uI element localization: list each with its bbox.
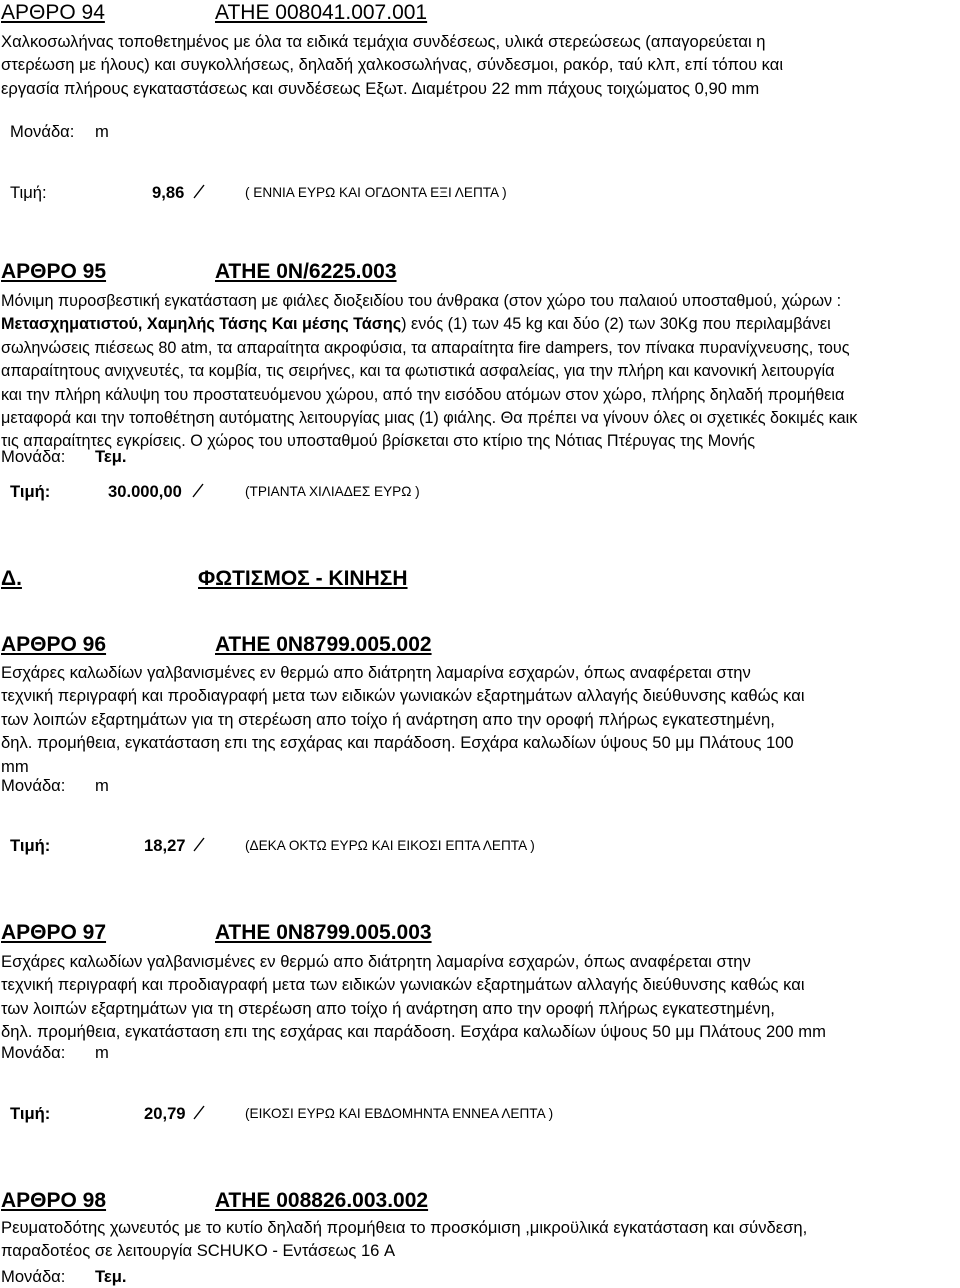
article-96-code: ΑΤΗΕ 0Ν8799.005.002 <box>215 633 432 656</box>
article-97-price-value: 20,79 <box>144 1104 186 1123</box>
article-97-price-words: (ΕΙΚΟΣΙ ΕΥΡΩ ΚΑΙ ΕΒΔΟΜΗΝΤΑ ΕΝΝΕΑ ΛΕΠΤΑ ) <box>245 1106 554 1121</box>
description-line: Χαλκοσωλήνας τοποθετημένος με όλα τα ειδικά τεμάχια συνδέσεως, υλικά στερεώσεως (απαγορεύεται η <box>1 32 766 51</box>
description-line: δηλ. προμήθεια, εγκατάσταση επι της εσχάρας και παράδοση. Εσχάρα καλωδίων ύψους 50 μμ Πλάτους 100 <box>1 733 794 753</box>
article-97-unit-value: m <box>95 1043 109 1062</box>
description-line: τις απαραίτητες εγκρίσεις. Ο χώρος του υποσταθμού βρίσκεται στο κτίριο της Νότιας Πτέρυγας της Μονής <box>1 432 756 451</box>
description-line: των λοιπών εξαρτημάτων για τη στερέωση απο τοίχο ή ανάρτηση απο την οροφή πλήρως εγκατεστημένη, <box>1 998 775 1018</box>
article-96-price-value: 18,27 <box>144 836 186 855</box>
article-95-code: ΑΤΗΕ 0Ν/6225.003 <box>215 260 397 283</box>
article-94-unit-label: Μονάδα: <box>10 122 75 141</box>
article-98-unit-value: Τεμ. <box>95 1267 127 1286</box>
article-96-price-label: Τιμή: <box>10 836 51 855</box>
euro-icon <box>192 1105 206 1121</box>
description-line: μεταφορά και την τοποθέτηση αυτόματης λειτουργίας μιας (1) φιάλης. Θα πρέπει να γίνουν όλες οι σχετικές δοκιμές κaικ <box>1 409 858 428</box>
article-94-price-label: Τιμή: <box>10 183 47 202</box>
article-95-price-label: Τιμή: <box>10 482 51 501</box>
description-line: των λοιπών εξαρτημάτων για τη στερέωση απο τοίχο ή ανάρτηση απο την οροφή πλήρως εγκατεστημένη, <box>1 709 775 729</box>
article-98-code: ΑΤΗΕ 008826.003.002 <box>215 1189 429 1212</box>
article-94-price-value: 9,86 <box>152 183 185 202</box>
description-line: σωληνώσεις πιέσεως 80 atm, τα απαραίτητα ακροφύσια, τα απαραίτητα fire dampers, τον πίνακα πυρανίχνευσης, τους <box>1 338 850 357</box>
description-line: παραδοτέος σε λειτουργία SCHUKO - Εντάσεως 16 A <box>1 1241 396 1261</box>
article-97-number: ΑΡΘΡΟ 97 <box>1 921 107 944</box>
article-95-unit-label: Μονάδα: <box>1 447 66 466</box>
description-line: Εσχάρες καλωδίων γαλβανισμένες εν θερμώ απο διάτρητη λαμαρίνα εσχαρών, όπως αναφέρεται στην <box>1 952 751 971</box>
article-97-unit-label: Μονάδα: <box>1 1043 66 1062</box>
description-line: εργασία πλήρους εγκαταστάσεως και συνδέσεως Εξωτ. Διαμέτρου 22 mm πάχους τοιχώματος 0,90 mm <box>1 78 760 98</box>
section-letter: Δ. <box>1 567 22 590</box>
description-line: απαραίτητους ανιχνευτές, τα κομβία, τις σειρήνες, και τα φωτιστικά ασφαλείας, για την πλήρη και κανονική λειτουργία <box>1 362 835 381</box>
description-line: τεχνική περιγραφή και προδιαγραφή μετα των ειδικών γωνιακών εξαρτημάτων αλλαγής διεύθυνσης καθώς και <box>1 686 805 706</box>
description-line: δηλ. προμήθεια, εγκατάσταση επι της εσχάρας και παράδοση. Εσχάρα καλωδίων ύψους 50 μμ Πλάτους 200 mm <box>1 1022 826 1042</box>
section-title: ΦΩΤΙΣΜΟΣ - ΚΙΝΗΣΗ <box>198 567 408 590</box>
description-line <box>1 313 857 336</box>
article-97-price-label: Τιμή: <box>10 1104 51 1123</box>
description-bold-text: Μετασχηματιστού, Χαμηλής Τάσης Και μέσης Τάσης <box>1 315 402 334</box>
article-96-number: ΑΡΘΡΟ 96 <box>1 633 107 656</box>
article-96-unit-label: Μονάδα: <box>1 776 66 795</box>
description-line: Μόνιμη πυροσβεστική εγκατάσταση με φιάλες διοξειδίου του άνθρακα (στον χώρο του παλαιού υποσταθμού, χώρων : <box>1 292 842 310</box>
description-line: Ρευματοδότης χωνευτός με το κυτίο δηλαδή προμήθεια το προσκόμιση ,μικροϋλικά εγκατάσταση και σύνδεση, <box>1 1218 808 1237</box>
article-95-description <box>1 290 857 454</box>
article-98-number: ΑΡΘΡΟ 98 <box>1 1189 107 1212</box>
article-96-price-words: (ΔΕΚΑ ΟΚΤΩ ΕΥΡΩ ΚΑΙ ΕΙΚΟΣΙ ΕΠΤΑ ΛΕΠΤΑ ) <box>245 838 535 853</box>
description-line: mm <box>1 756 29 776</box>
description-line: στερέωση με ήλους) και συγκολλήσεως, δηλαδή χαλκοσωλήνας, σύνδεσμοι, ρακόρ, ταύ κλπ, επί τόπου και <box>1 55 784 75</box>
article-95-price-words: (ΤΡΙΑΝΤΑ ΧΙΛΙΑΔΕΣ ΕΥΡΩ ) <box>245 484 420 499</box>
article-96-description <box>1 661 805 778</box>
article-95-number: ΑΡΘΡΟ 95 <box>1 260 107 283</box>
description-line: τεχνική περιγραφή και προδιαγραφή μετα των ειδικών γωνιακών εξαρτημάτων αλλαγής διεύθυνσης καθώς και <box>1 975 805 995</box>
article-96-unit-value: m <box>95 776 109 795</box>
description-line: και την πλήρη κάλυψη του προστατευόμενου χώρου, από την εισόδου ατόμων στον χώρο, πλήρης δηλαδή προμήθεια <box>1 385 845 404</box>
article-94-price-words: ( ΕΝΝΙΑ ΕΥΡΩ ΚΑΙ ΟΓΔΟΝΤΑ ΕΞΙ ΛΕΠΤΑ ) <box>245 185 507 200</box>
article-98-unit-label: Μονάδα: <box>1 1267 66 1286</box>
article-97-code: ΑΤΗΕ 0Ν8799.005.003 <box>215 921 432 944</box>
article-94-code: ΑΤΗΕ 008041.007.001 <box>215 1 428 24</box>
article-98-description <box>1 1216 807 1263</box>
article-95-unit-value: Τεμ. <box>95 447 127 466</box>
euro-icon <box>192 184 206 200</box>
article-94-unit-value: m <box>95 122 109 141</box>
article-94-number: ΑΡΘΡΟ 94 <box>1 1 105 24</box>
description-text: ) ενός (1) των 45 kg και δύο (2) των 30Kg που περιλαμβάνει <box>401 315 831 334</box>
euro-icon <box>191 483 205 499</box>
description-line: Εσχάρες καλωδίων γαλβανισμένες εν θερμώ απο διάτρητη λαμαρίνα εσχαρών, όπως αναφέρεται στην <box>1 663 751 682</box>
article-97-description <box>1 950 826 1044</box>
article-94-description <box>1 30 783 100</box>
euro-icon <box>192 837 206 853</box>
article-95-price-value: 30.000,00 <box>108 482 182 501</box>
